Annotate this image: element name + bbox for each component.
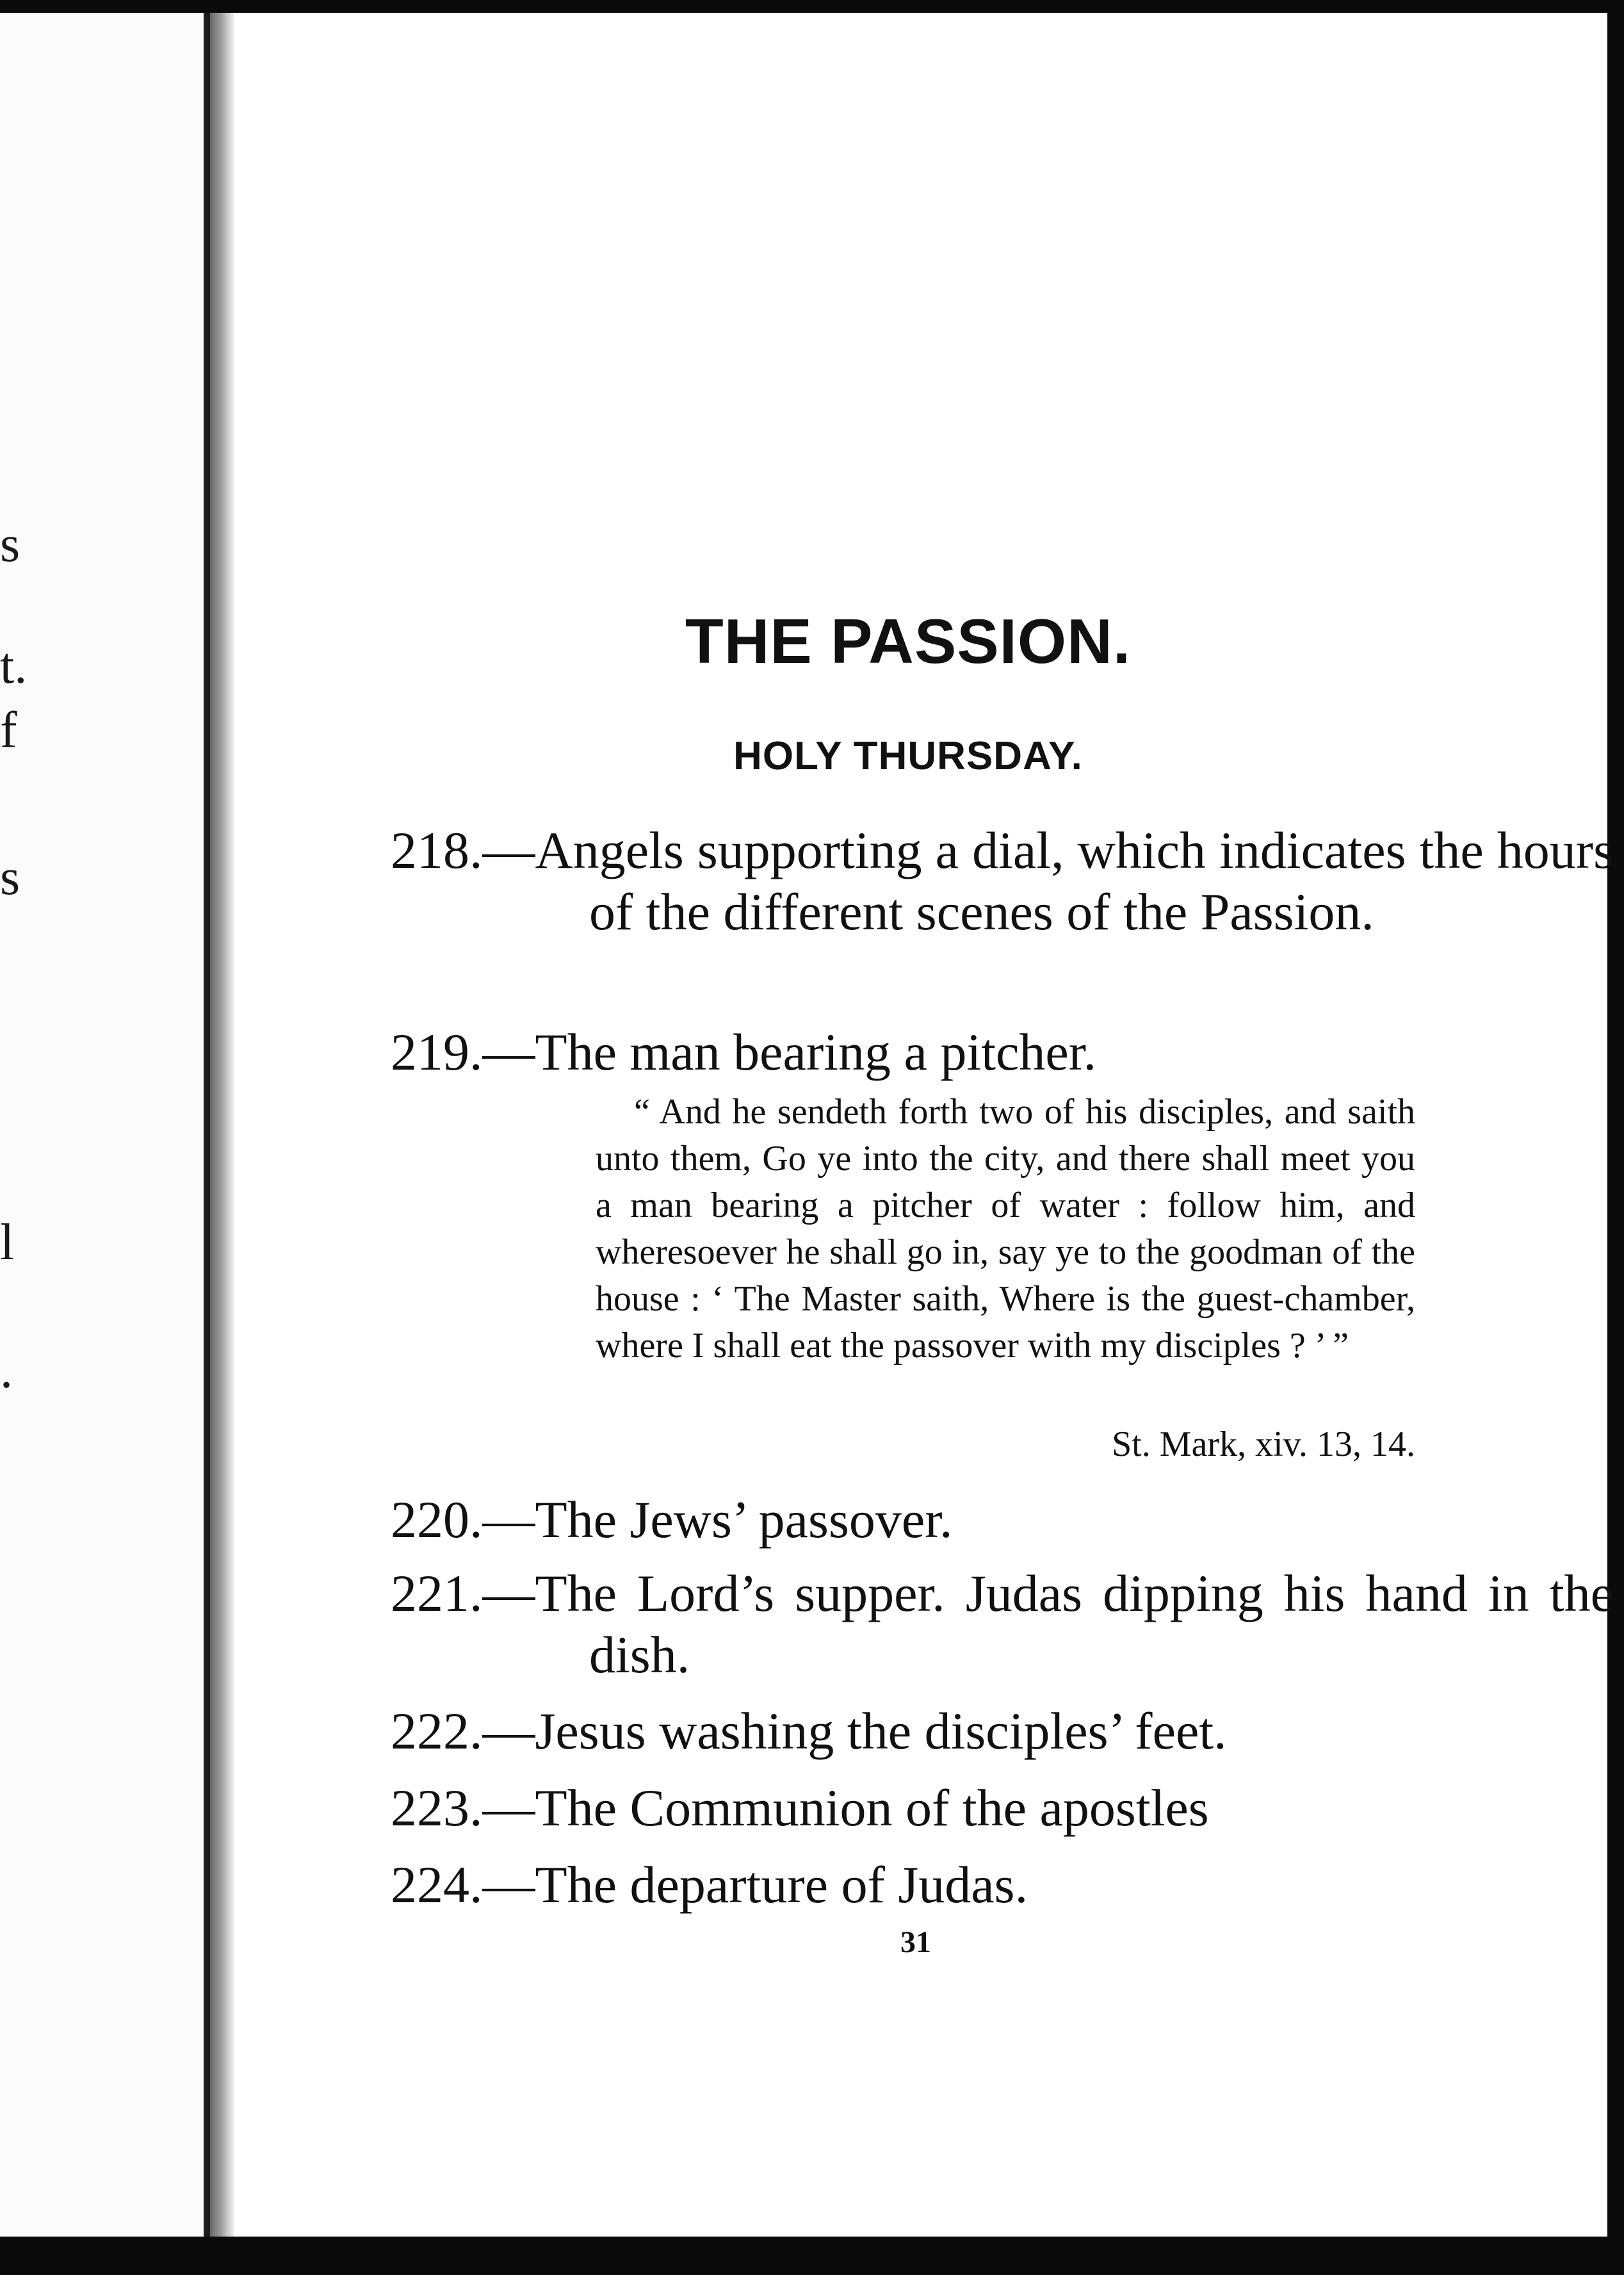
- margin-fragment: t.: [0, 638, 28, 694]
- entry-text: The man bearing a pitcher.: [535, 1023, 1097, 1081]
- scan-border-top: [0, 0, 1624, 13]
- catalogue-entry-223: [391, 1777, 1614, 1839]
- margin-fragment: s: [0, 516, 20, 573]
- margin-fragment: s: [0, 849, 20, 906]
- scan-border-right: [1607, 0, 1624, 2275]
- entry-dash: —: [482, 821, 535, 879]
- entry-dash: —: [482, 1855, 535, 1914]
- entry-number: 218.: [391, 821, 483, 879]
- entry-text: The Communion of the apostles: [535, 1779, 1209, 1837]
- page-number: 31: [900, 1925, 931, 1959]
- entry-text: Jesus washing the disciples’ feet.: [535, 1702, 1227, 1760]
- entry-number: 219.: [391, 1023, 483, 1081]
- entry-dash: —: [482, 1490, 535, 1549]
- facing-page-edge: [0, 13, 204, 2237]
- scripture-quote: “ And he sendeth forth two of his disciples, and saith unto them, Go ye into the city, and there shall meet you a man bearing a pitcher of water : follow him, and wheresoever he shall go in, say ye to the goodman of the house : ‘ The Master saith, Where is the guest-chamber, where I shall eat the passover with my disciples ? ’ ”: [596, 1092, 1415, 1366]
- catalogue-entry-219: [391, 1022, 1614, 1083]
- page-title: THE PASSION.: [685, 606, 1132, 676]
- catalogue-entry-222: [391, 1700, 1614, 1762]
- catalogue-entry-220: [391, 1489, 1614, 1551]
- margin-fragment: f: [0, 702, 17, 758]
- entry-text: Angels supporting a dial, which indicates the hours of the different scenes of the Passion.: [535, 821, 1614, 941]
- entry-number: 223.: [391, 1779, 483, 1837]
- entry-dash: —: [482, 1564, 535, 1622]
- entry-dash: —: [482, 1779, 535, 1837]
- scripture-citation: St. Mark, xiv. 13, 14.: [1112, 1424, 1415, 1464]
- entry-text: The departure of Judas.: [535, 1855, 1028, 1914]
- catalogue-entry-218: [391, 820, 1614, 943]
- catalogue-entry-221: [391, 1563, 1614, 1686]
- entry-number: 224.: [391, 1855, 483, 1914]
- entry-text: The Jews’ passover.: [535, 1490, 953, 1549]
- entry-number: 220.: [391, 1490, 483, 1549]
- margin-fragment: .: [0, 1342, 13, 1399]
- entry-dash: —: [482, 1702, 535, 1760]
- scan-border-bottom: [0, 2237, 1624, 2275]
- section-heading: HOLY THURSDAY.: [733, 734, 1083, 778]
- margin-fragment: l: [0, 1214, 15, 1271]
- entry-number: 221.: [391, 1564, 483, 1622]
- entry-number: 222.: [391, 1702, 483, 1760]
- catalogue-entry-224: [391, 1854, 1614, 1916]
- entry-dash: —: [482, 1023, 535, 1081]
- entry-text: The Lord’s supper. Judas dipping his hand in the dish.: [535, 1564, 1614, 1684]
- book-spine-edge: [204, 13, 210, 2237]
